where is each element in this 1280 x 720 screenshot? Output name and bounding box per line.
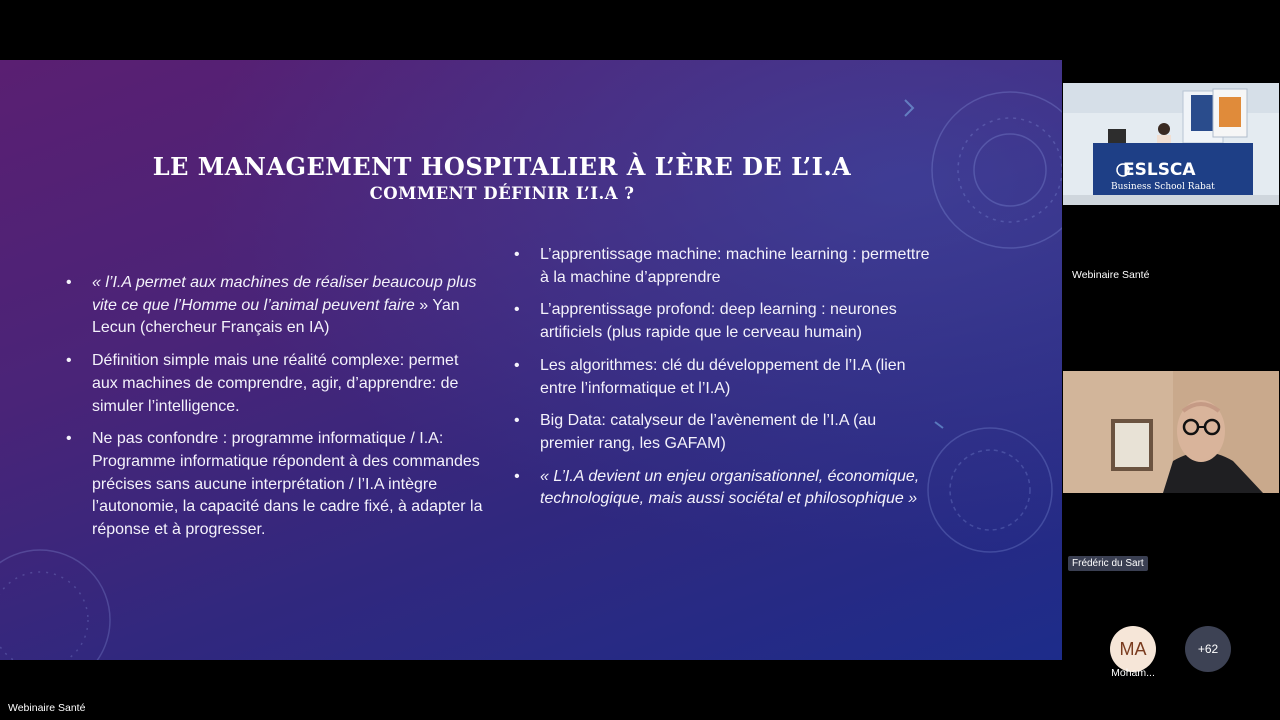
bullet-algorithms: • Les algorithmes: clé du développement de l’I.A (lien entre l’informatique et l’I.A) — [514, 355, 934, 400]
conference-room-video — [1063, 83, 1279, 205]
lecun-quote-italic: « l’I.A permet aux machines de réaliser beaucoup plus vite ce que l’Homme ou l’animal peuvent faire — [92, 274, 477, 314]
video-tile-webinaire[interactable] — [1063, 83, 1279, 205]
left-bullet-column — [66, 272, 486, 552]
bullet-lecun-quote — [66, 272, 486, 340]
avatar-name: Moham... — [1111, 667, 1155, 679]
eslsca-banner-sub: Business School Rabat — [1111, 182, 1215, 192]
bullet-simple-definition: • Définition simple mais une réalité complexe: permet aux machines de comprendre, agir, d’apprendre: de simuler l’intelligence. — [66, 350, 486, 418]
participant-label-webinaire: Webinaire Santé — [1072, 269, 1150, 281]
meeting-name: Webinaire Santé — [8, 702, 86, 714]
slide-title: LE MANAGEMENT HOSPITALIER À L’ÈRE DE L’I.A — [152, 152, 852, 181]
bullet-deep-learning: • L’apprentissage profond: deep learning : neurones artificiels (plus rapide que le cerveau humain) — [514, 299, 934, 344]
participant-name-tag: Frédéric du Sart — [1068, 556, 1148, 571]
presentation-slide — [0, 60, 1062, 660]
bullet-machine-learning: • L’apprentissage machine: machine learning : permettre à la machine d’apprendre — [514, 244, 934, 289]
lecun-quote-attribution: » Yan Lecun (chercheur Français en IA) — [92, 296, 460, 337]
more-participants-button[interactable]: +62 — [1185, 626, 1231, 672]
speaker-video — [1063, 371, 1279, 493]
right-bullet-column — [514, 244, 934, 521]
slide-subtitle: COMMENT DÉFINIR L’I.A ? — [369, 184, 635, 203]
bullet-big-data: • Big Data: catalyseur de l’avènement de l’I.A (au premier rang, les GAFAM) — [514, 410, 934, 455]
avatar[interactable]: MA — [1110, 626, 1156, 672]
eslsca-banner: ESLSCA — [1123, 160, 1196, 180]
bullet-program-vs-ia: • Ne pas confondre : programme informatique / I.A: Programme informatique répondent à des commandes précises sans aucune interprétation / l’I.A intègre l’autonomie, la capacité dans le cadre fixé, à adapter la réponse et à progresser. — [66, 428, 486, 542]
bullet-ia-stakes-quote: • « L’I.A devient un enjeu organisationnel, économique, technologique, mais aussi sociétal et philosophique » — [514, 466, 934, 511]
video-tile-frederic[interactable] — [1063, 371, 1279, 493]
